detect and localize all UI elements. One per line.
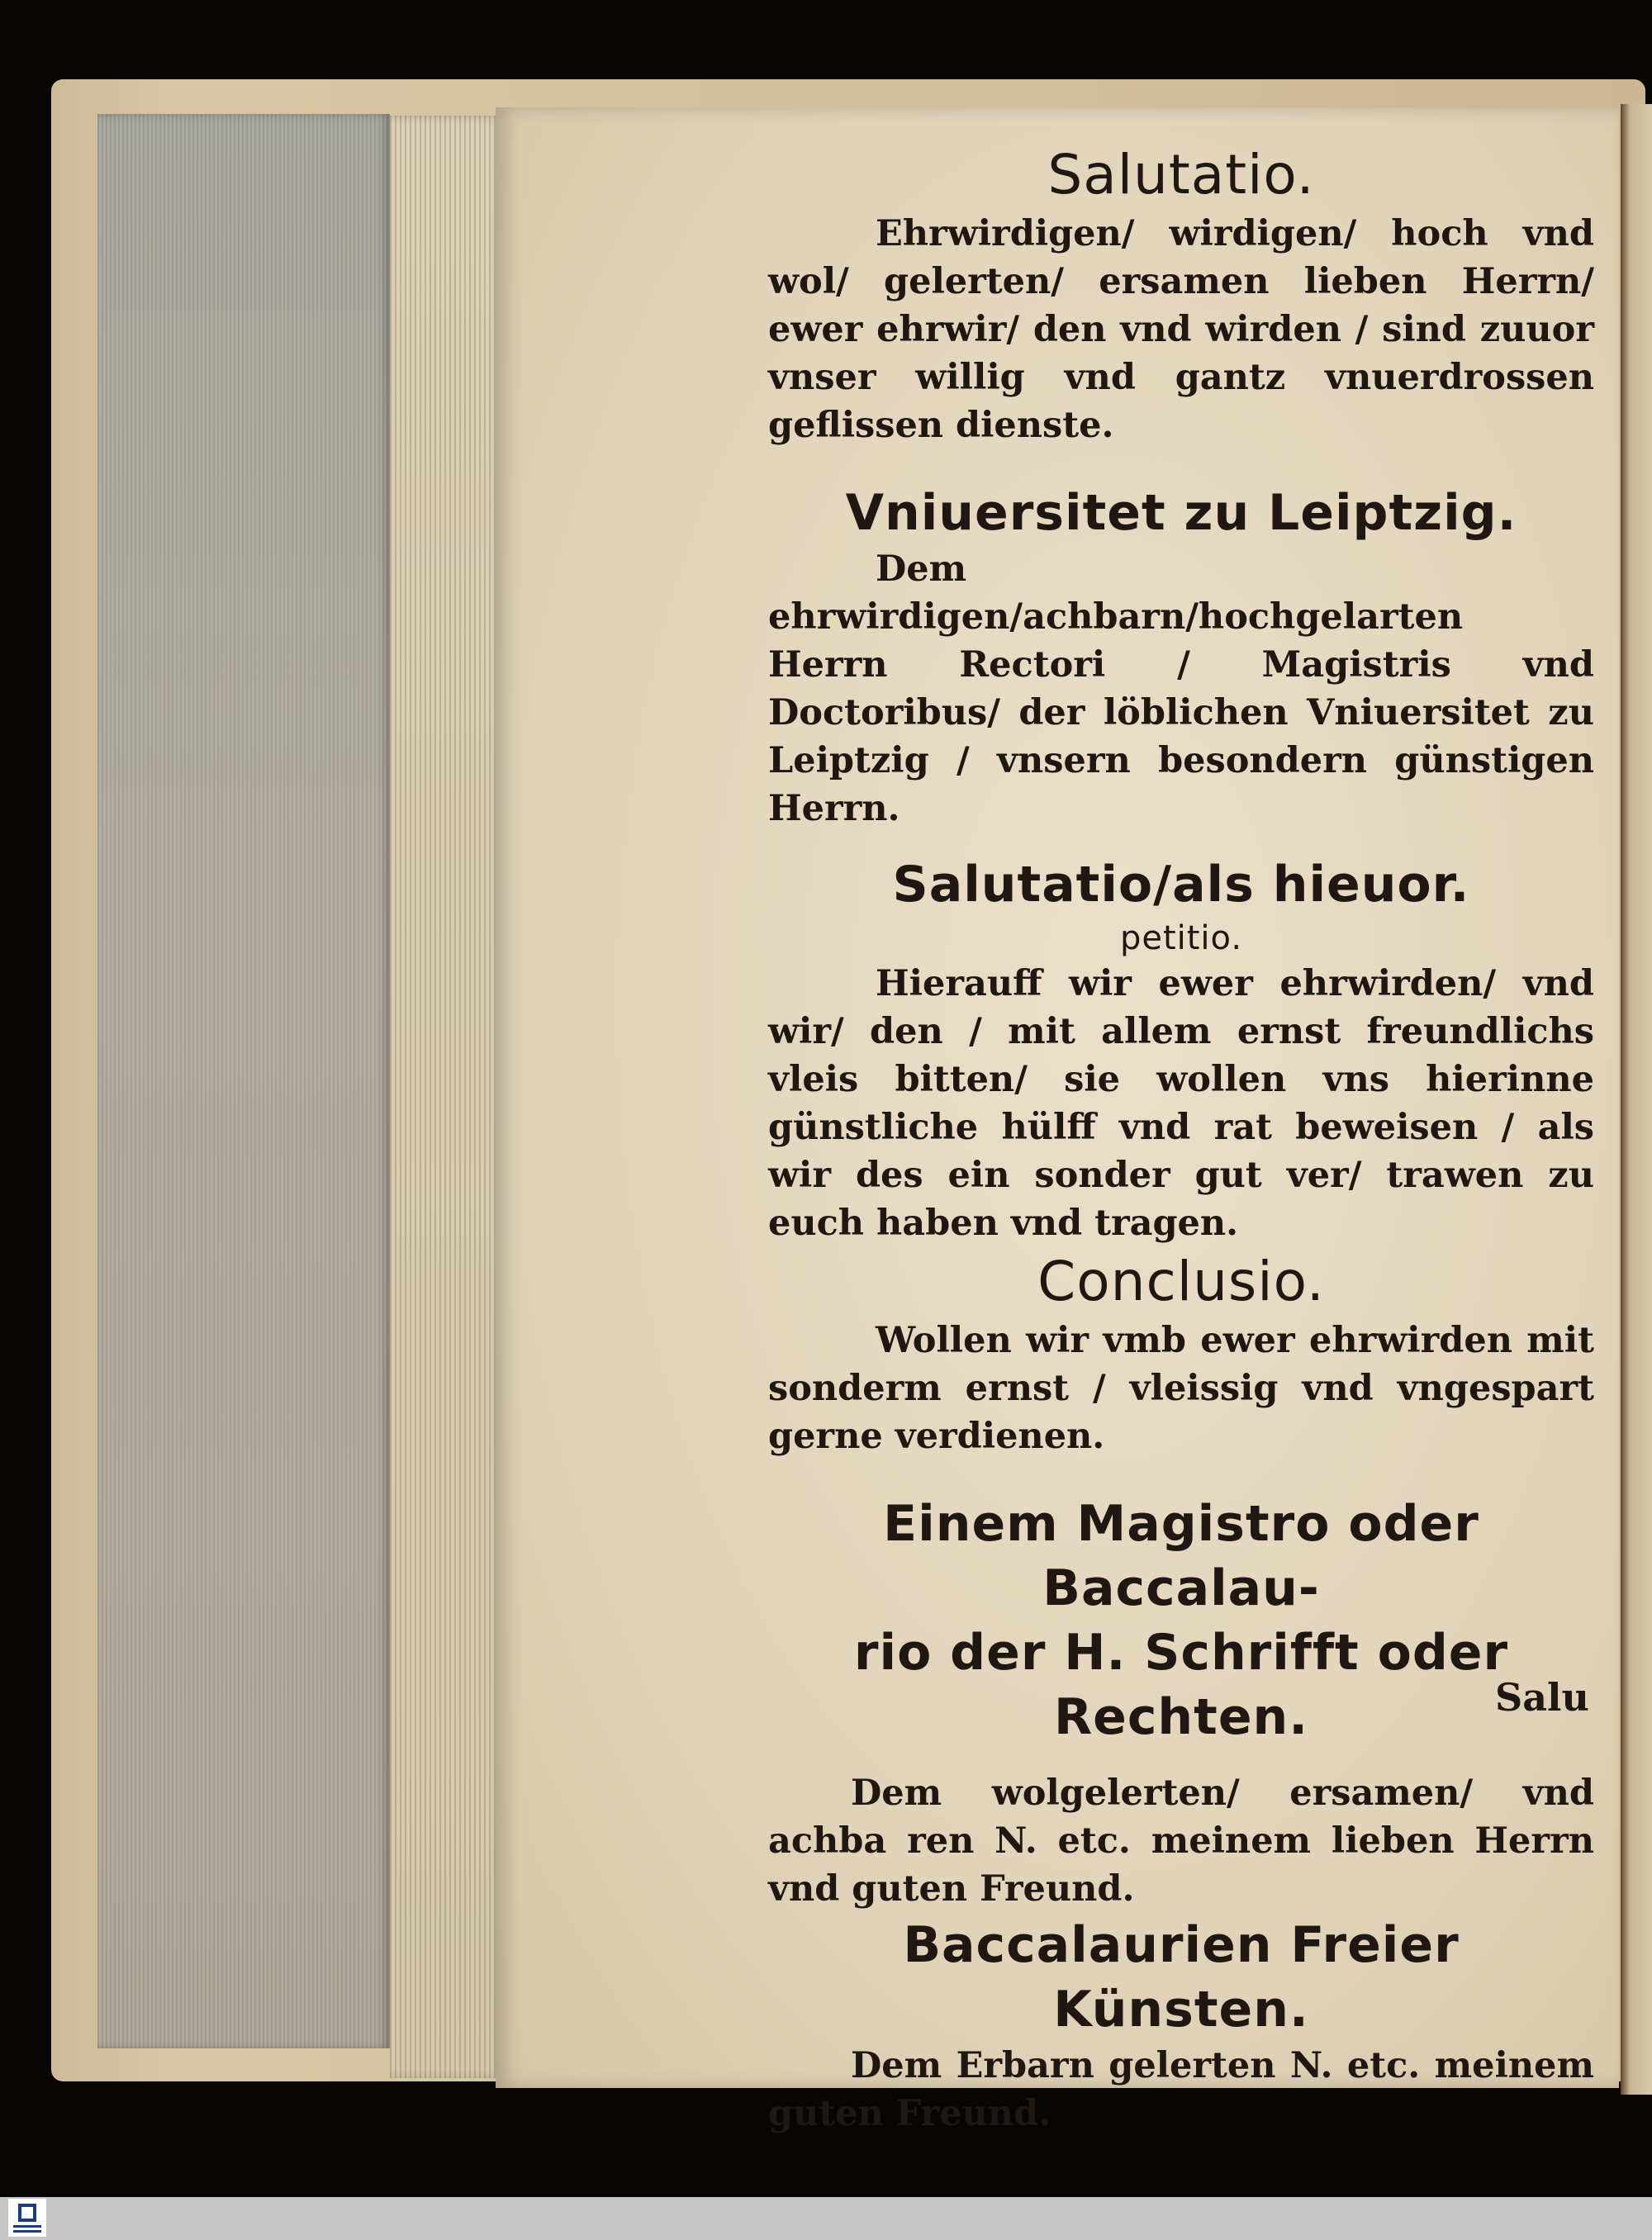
paragraph-salutatio: Ehrwirdigen/ wirdigen/ hoch vnd wol/ gelerten/ ersamen lieben Herrn/ ewer ehrwir/ den vnd wirden / sind zuuor vnser willig vnd gantz vnuerdrossen geflissen dienste. [768, 213, 1594, 446]
paragraph-conclusio: Wollen wir vmb ewer ehrwirden mit sonderm ernst / vleissig vnd vngespart gerne verdienen. [768, 1320, 1594, 1457]
heading-magistro-line-1: Einem Magistro oder Baccalau- [883, 1495, 1479, 1617]
facing-page-edge [1621, 104, 1652, 2095]
paragraph-address: Dem ehrwirdigen/achbarn/hochgelarten Herrn Rectori / Magistris vnd Doctoribus/ der löblichen Vniuersitet zu Leiptzig / vnsern besondern günstigen Herrn. [768, 548, 1594, 829]
page-block-edge [97, 114, 390, 2048]
heading-salutatio-als: Salutatio/als hieuor. [892, 856, 1470, 914]
library-logo-icon [8, 2199, 46, 2237]
paragraph-petitio: Hierauff wir ewer ehrwirden/ vnd wir/ den / mit allem ernst freundlichs vleis bitten/ sie wollen vns hierinne günstliche hülff vnd rat beweisen / als wir des ein sonder gut ver/ trawen zu euch haben vnd tragen. [768, 963, 1594, 1244]
heading-magistro-line-2: rio der H. Schrifft oder Rechten. [853, 1624, 1509, 1746]
paragraph-magistro: Dem wolgelerten/ ersamen/ vnd achba ren N. etc. meinem lieben Herrn vnd guten Freund. [768, 1773, 1594, 1910]
page-block-edge-inner [390, 116, 506, 2078]
heading-conclusio: Conclusio. [1037, 1250, 1325, 1313]
page-text [768, 140, 1594, 2138]
heading-universitet: Vniuersitet zu Leiptzig. [845, 484, 1517, 542]
catchword: Salu [1495, 1675, 1589, 1720]
paragraph-baccalaurien: Dem Erbarn gelerten N. etc. meinem guten Freund. [768, 2045, 1594, 2134]
heading-salutatio: Salutatio. [1047, 143, 1315, 206]
viewer-bottom-bar [0, 2197, 1652, 2240]
heading-petitio: petitio. [1119, 919, 1243, 957]
heading-baccalaurien: Baccalaurien Freier Künsten. [903, 1916, 1460, 2038]
